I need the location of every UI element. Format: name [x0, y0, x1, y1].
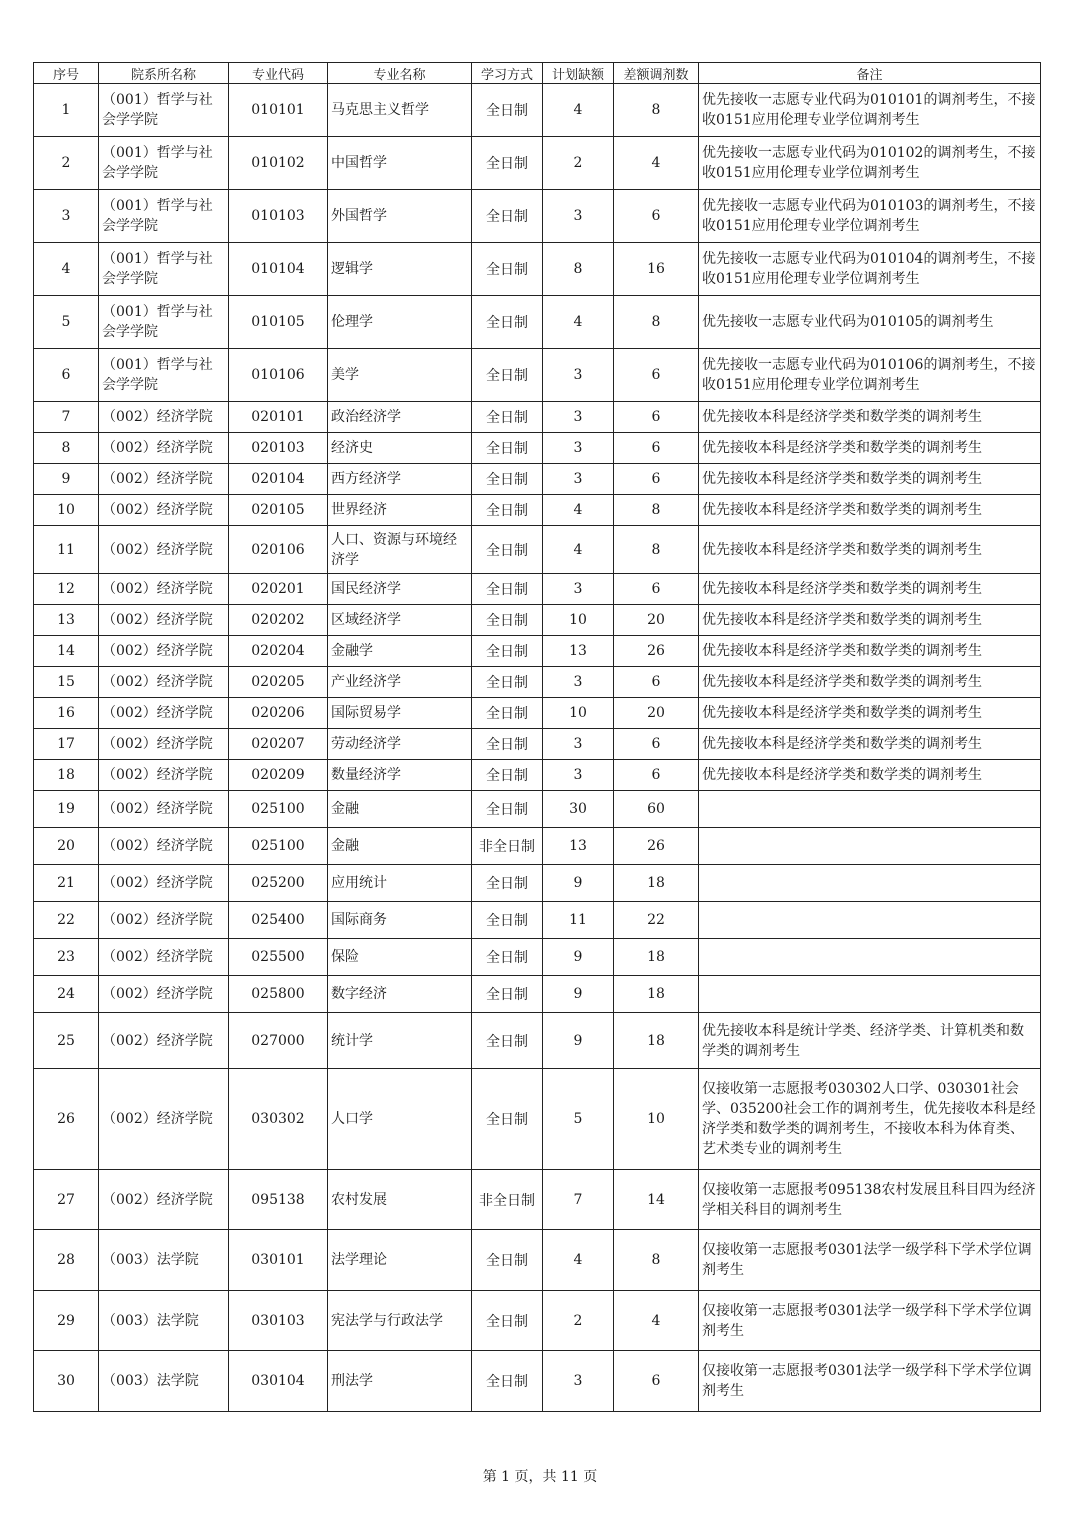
cell-name: 统计学 [328, 1013, 472, 1069]
cell-name: 经济史 [328, 433, 472, 464]
table-row [34, 828, 1041, 865]
cell-plan: 3 [543, 433, 614, 464]
cell-note: 优先接收本科是经济学类和数学类的调剂考生 [699, 760, 1041, 791]
cell-no: 9 [34, 464, 99, 495]
cell-no: 5 [34, 296, 99, 349]
cell-adjust: 6 [614, 349, 699, 402]
cell-name: 西方经济学 [328, 464, 472, 495]
cell-dept: （002）经济学院 [99, 667, 229, 698]
cell-name: 产业经济学 [328, 667, 472, 698]
cell-code: 020201 [229, 574, 328, 605]
cell-dept: （002）经济学院 [99, 828, 229, 865]
table-row [34, 433, 1041, 464]
table-row [34, 1291, 1041, 1351]
cell-mode: 全日制 [472, 698, 543, 729]
cell-adjust: 6 [614, 1351, 699, 1412]
cell-plan: 8 [543, 243, 614, 296]
cell-no: 26 [34, 1069, 99, 1170]
cell-no: 15 [34, 667, 99, 698]
cell-note: 优先接收一志愿专业代码为010104的调剂考生，不接收0151应用伦理专业学位调剂考生 [699, 243, 1041, 296]
cell-note: 优先接收本科是经济学类和数学类的调剂考生 [699, 526, 1041, 574]
table-row [34, 243, 1041, 296]
cell-no: 28 [34, 1230, 99, 1291]
cell-dept: （002）经济学院 [99, 939, 229, 976]
table-row [34, 636, 1041, 667]
table-row [34, 760, 1041, 791]
cell-dept: （002）经济学院 [99, 1170, 229, 1230]
cell-dept: （002）经济学院 [99, 865, 229, 902]
cell-plan: 3 [543, 402, 614, 433]
table-row [34, 495, 1041, 526]
cell-code: 030101 [229, 1230, 328, 1291]
cell-no: 25 [34, 1013, 99, 1069]
cell-note: 优先接收本科是经济学类和数学类的调剂考生 [699, 574, 1041, 605]
cell-adjust: 6 [614, 464, 699, 495]
cell-mode: 全日制 [472, 526, 543, 574]
cell-mode: 非全日制 [472, 828, 543, 865]
cell-mode: 全日制 [472, 402, 543, 433]
cell-name: 人口学 [328, 1069, 472, 1170]
cell-code: 020101 [229, 402, 328, 433]
cell-adjust: 14 [614, 1170, 699, 1230]
cell-plan: 4 [543, 495, 614, 526]
cell-no: 8 [34, 433, 99, 464]
cell-no: 4 [34, 243, 99, 296]
cell-mode: 全日制 [472, 137, 543, 190]
cell-code: 025500 [229, 939, 328, 976]
cell-no: 20 [34, 828, 99, 865]
cell-note: 优先接收本科是经济学类和数学类的调剂考生 [699, 402, 1041, 433]
cell-dept: （003）法学院 [99, 1230, 229, 1291]
cell-mode: 全日制 [472, 605, 543, 636]
cell-adjust: 6 [614, 760, 699, 791]
cell-plan: 3 [543, 190, 614, 243]
cell-name: 人口、资源与环境经济学 [328, 526, 472, 574]
cell-note: 优先接收本科是经济学类和数学类的调剂考生 [699, 464, 1041, 495]
cell-mode: 全日制 [472, 464, 543, 495]
cell-adjust: 8 [614, 1230, 699, 1291]
cell-note: 优先接收一志愿专业代码为010105的调剂考生 [699, 296, 1041, 349]
cell-mode: 全日制 [472, 574, 543, 605]
cell-name: 世界经济 [328, 495, 472, 526]
cell-note: 优先接收一志愿专业代码为010106的调剂考生，不接收0151应用伦理专业学位调剂考生 [699, 349, 1041, 402]
cell-no: 23 [34, 939, 99, 976]
cell-note [699, 902, 1041, 939]
cell-name: 美学 [328, 349, 472, 402]
cell-plan: 4 [543, 1230, 614, 1291]
cell-plan: 4 [543, 296, 614, 349]
cell-no: 16 [34, 698, 99, 729]
cell-no: 10 [34, 495, 99, 526]
cell-code: 095138 [229, 1170, 328, 1230]
cell-dept: （001）哲学与社会学学院 [99, 243, 229, 296]
cell-plan: 5 [543, 1069, 614, 1170]
cell-code: 020106 [229, 526, 328, 574]
cell-name: 区域经济学 [328, 605, 472, 636]
cell-code: 020202 [229, 605, 328, 636]
cell-dept: （002）经济学院 [99, 902, 229, 939]
cell-code: 020204 [229, 636, 328, 667]
cell-code: 010104 [229, 243, 328, 296]
cell-code: 020205 [229, 667, 328, 698]
cell-dept: （002）经济学院 [99, 574, 229, 605]
cell-plan: 4 [543, 84, 614, 137]
cell-note [699, 865, 1041, 902]
cell-code: 020105 [229, 495, 328, 526]
table-row [34, 1351, 1041, 1412]
cell-adjust: 8 [614, 296, 699, 349]
cell-plan: 10 [543, 698, 614, 729]
cell-plan: 2 [543, 1291, 614, 1351]
cell-mode: 全日制 [472, 190, 543, 243]
cell-dept: （003）法学院 [99, 1291, 229, 1351]
cell-code: 025800 [229, 976, 328, 1013]
cell-mode: 全日制 [472, 939, 543, 976]
cell-code: 020104 [229, 464, 328, 495]
table-row [34, 605, 1041, 636]
cell-adjust: 18 [614, 865, 699, 902]
cell-dept: （001）哲学与社会学学院 [99, 190, 229, 243]
cell-plan: 7 [543, 1170, 614, 1230]
cell-adjust: 4 [614, 1291, 699, 1351]
cell-mode: 非全日制 [472, 1170, 543, 1230]
header-mode: 学习方式 [472, 63, 543, 84]
cell-no: 21 [34, 865, 99, 902]
cell-note: 优先接收一志愿专业代码为010102的调剂考生，不接收0151应用伦理专业学位调剂考生 [699, 137, 1041, 190]
cell-note: 优先接收本科是统计学类、经济学类、计算机类和数学类的调剂考生 [699, 1013, 1041, 1069]
cell-adjust: 6 [614, 190, 699, 243]
cell-adjust: 6 [614, 574, 699, 605]
cell-adjust: 22 [614, 902, 699, 939]
cell-adjust: 26 [614, 828, 699, 865]
cell-code: 010101 [229, 84, 328, 137]
cell-plan: 9 [543, 865, 614, 902]
header-dept: 院系所名称 [99, 63, 229, 84]
cell-plan: 13 [543, 636, 614, 667]
cell-name: 政治经济学 [328, 402, 472, 433]
adjustment-table [33, 62, 1041, 1412]
cell-no: 17 [34, 729, 99, 760]
cell-dept: （002）经济学院 [99, 636, 229, 667]
cell-note [699, 791, 1041, 828]
cell-adjust: 18 [614, 976, 699, 1013]
cell-code: 010102 [229, 137, 328, 190]
cell-note: 仅接收第一志愿报考030302人口学、030301社会学、035200社会工作的调剂考生，优先接收本科是经济学类和数学类的调剂考生，不接收本科为体育类、艺术类专业的调剂考生 [699, 1069, 1041, 1170]
cell-note: 优先接收本科是经济学类和数学类的调剂考生 [699, 433, 1041, 464]
table-row [34, 865, 1041, 902]
cell-adjust: 26 [614, 636, 699, 667]
table-row [34, 190, 1041, 243]
cell-mode: 全日制 [472, 902, 543, 939]
cell-adjust: 20 [614, 605, 699, 636]
header-adjust: 差额调剂数 [614, 63, 699, 84]
cell-no: 24 [34, 976, 99, 1013]
cell-no: 11 [34, 526, 99, 574]
cell-code: 025100 [229, 828, 328, 865]
cell-plan: 30 [543, 791, 614, 828]
cell-no: 7 [34, 402, 99, 433]
cell-dept: （002）经济学院 [99, 433, 229, 464]
cell-note: 优先接收本科是经济学类和数学类的调剂考生 [699, 698, 1041, 729]
cell-mode: 全日制 [472, 243, 543, 296]
cell-name: 劳动经济学 [328, 729, 472, 760]
cell-name: 保险 [328, 939, 472, 976]
table-row [34, 902, 1041, 939]
cell-plan: 11 [543, 902, 614, 939]
cell-plan: 3 [543, 574, 614, 605]
cell-mode: 全日制 [472, 1069, 543, 1170]
cell-name: 国际商务 [328, 902, 472, 939]
cell-note: 仅接收第一志愿报考0301法学一级学科下学术学位调剂考生 [699, 1230, 1041, 1291]
cell-adjust: 20 [614, 698, 699, 729]
cell-name: 伦理学 [328, 296, 472, 349]
cell-name: 数字经济 [328, 976, 472, 1013]
cell-name: 农村发展 [328, 1170, 472, 1230]
table-row [34, 667, 1041, 698]
table-row [34, 1069, 1041, 1170]
cell-dept: （002）经济学院 [99, 729, 229, 760]
table-row [34, 698, 1041, 729]
cell-note: 仅接收第一志愿报考095138农村发展且科目四为经济学相关科目的调剂考生 [699, 1170, 1041, 1230]
table-row [34, 729, 1041, 760]
cell-name: 外国哲学 [328, 190, 472, 243]
cell-dept: （002）经济学院 [99, 526, 229, 574]
cell-note: 优先接收一志愿专业代码为010103的调剂考生，不接收0151应用伦理专业学位调剂考生 [699, 190, 1041, 243]
cell-name: 法学理论 [328, 1230, 472, 1291]
cell-adjust: 6 [614, 667, 699, 698]
cell-no: 12 [34, 574, 99, 605]
cell-name: 马克思主义哲学 [328, 84, 472, 137]
cell-plan: 9 [543, 1013, 614, 1069]
cell-plan: 3 [543, 1351, 614, 1412]
cell-code: 025400 [229, 902, 328, 939]
cell-dept: （001）哲学与社会学学院 [99, 349, 229, 402]
cell-note: 优先接收本科是经济学类和数学类的调剂考生 [699, 667, 1041, 698]
cell-no: 27 [34, 1170, 99, 1230]
cell-mode: 全日制 [472, 667, 543, 698]
cell-mode: 全日制 [472, 976, 543, 1013]
cell-mode: 全日制 [472, 84, 543, 137]
cell-dept: （002）经济学院 [99, 495, 229, 526]
cell-code: 010106 [229, 349, 328, 402]
cell-dept: （002）经济学院 [99, 698, 229, 729]
cell-adjust: 8 [614, 84, 699, 137]
cell-note [699, 976, 1041, 1013]
cell-dept: （001）哲学与社会学学院 [99, 296, 229, 349]
cell-code: 025100 [229, 791, 328, 828]
cell-code: 020103 [229, 433, 328, 464]
table-header-row [34, 63, 1041, 84]
cell-dept: （003）法学院 [99, 1351, 229, 1412]
cell-adjust: 8 [614, 495, 699, 526]
cell-plan: 9 [543, 976, 614, 1013]
table-row [34, 791, 1041, 828]
cell-adjust: 8 [614, 526, 699, 574]
cell-note: 优先接收本科是经济学类和数学类的调剂考生 [699, 729, 1041, 760]
cell-no: 1 [34, 84, 99, 137]
header-name: 专业名称 [328, 63, 472, 84]
cell-no: 2 [34, 137, 99, 190]
cell-code: 025200 [229, 865, 328, 902]
cell-mode: 全日制 [472, 495, 543, 526]
cell-adjust: 60 [614, 791, 699, 828]
cell-dept: （002）经济学院 [99, 1013, 229, 1069]
cell-plan: 10 [543, 605, 614, 636]
cell-mode: 全日制 [472, 1230, 543, 1291]
cell-no: 29 [34, 1291, 99, 1351]
cell-adjust: 6 [614, 402, 699, 433]
cell-dept: （002）经济学院 [99, 605, 229, 636]
cell-dept: （002）经济学院 [99, 402, 229, 433]
cell-plan: 13 [543, 828, 614, 865]
cell-note [699, 939, 1041, 976]
cell-dept: （001）哲学与社会学学院 [99, 84, 229, 137]
cell-adjust: 10 [614, 1069, 699, 1170]
cell-name: 金融 [328, 828, 472, 865]
cell-mode: 全日制 [472, 1351, 543, 1412]
cell-no: 14 [34, 636, 99, 667]
cell-no: 13 [34, 605, 99, 636]
cell-name: 金融 [328, 791, 472, 828]
cell-note [699, 828, 1041, 865]
header-note: 备注 [699, 63, 1041, 84]
cell-plan: 2 [543, 137, 614, 190]
table-row [34, 84, 1041, 137]
cell-adjust: 6 [614, 433, 699, 464]
cell-code: 020209 [229, 760, 328, 791]
cell-plan: 3 [543, 729, 614, 760]
cell-mode: 全日制 [472, 349, 543, 402]
table-row [34, 1170, 1041, 1230]
cell-mode: 全日制 [472, 296, 543, 349]
cell-adjust: 4 [614, 137, 699, 190]
header-plan: 计划缺额 [543, 63, 614, 84]
cell-name: 逻辑学 [328, 243, 472, 296]
table-row [34, 1013, 1041, 1069]
cell-plan: 3 [543, 667, 614, 698]
cell-plan: 9 [543, 939, 614, 976]
cell-name: 国际贸易学 [328, 698, 472, 729]
cell-note: 仅接收第一志愿报考0301法学一级学科下学术学位调剂考生 [699, 1291, 1041, 1351]
table-row [34, 574, 1041, 605]
cell-mode: 全日制 [472, 1013, 543, 1069]
cell-note: 优先接收本科是经济学类和数学类的调剂考生 [699, 605, 1041, 636]
table-row [34, 349, 1041, 402]
cell-note: 优先接收本科是经济学类和数学类的调剂考生 [699, 495, 1041, 526]
cell-code: 010103 [229, 190, 328, 243]
cell-mode: 全日制 [472, 865, 543, 902]
table-row [34, 464, 1041, 495]
cell-mode: 全日制 [472, 1291, 543, 1351]
cell-mode: 全日制 [472, 433, 543, 464]
cell-adjust: 18 [614, 939, 699, 976]
cell-plan: 3 [543, 349, 614, 402]
cell-code: 020207 [229, 729, 328, 760]
cell-name: 数量经济学 [328, 760, 472, 791]
cell-code: 010105 [229, 296, 328, 349]
table-row [34, 939, 1041, 976]
page-footer: 第 1 页，共 11 页 [482, 1469, 598, 1485]
cell-note: 优先接收一志愿专业代码为010101的调剂考生，不接收0151应用伦理专业学位调剂考生 [699, 84, 1041, 137]
cell-code: 030302 [229, 1069, 328, 1170]
cell-dept: （002）经济学院 [99, 1069, 229, 1170]
cell-no: 19 [34, 791, 99, 828]
cell-adjust: 18 [614, 1013, 699, 1069]
table-row [34, 137, 1041, 190]
cell-no: 3 [34, 190, 99, 243]
cell-mode: 全日制 [472, 729, 543, 760]
cell-dept: （002）经济学院 [99, 760, 229, 791]
cell-code: 030103 [229, 1291, 328, 1351]
cell-note: 仅接收第一志愿报考0301法学一级学科下学术学位调剂考生 [699, 1351, 1041, 1412]
cell-no: 30 [34, 1351, 99, 1412]
cell-no: 18 [34, 760, 99, 791]
cell-dept: （002）经济学院 [99, 976, 229, 1013]
table-row [34, 976, 1041, 1013]
cell-code: 020206 [229, 698, 328, 729]
cell-plan: 4 [543, 526, 614, 574]
cell-no: 22 [34, 902, 99, 939]
cell-dept: （001）哲学与社会学学院 [99, 137, 229, 190]
table-row [34, 402, 1041, 433]
cell-code: 027000 [229, 1013, 328, 1069]
cell-mode: 全日制 [472, 760, 543, 791]
header-no: 序号 [34, 63, 99, 84]
cell-adjust: 6 [614, 729, 699, 760]
cell-name: 宪法学与行政法学 [328, 1291, 472, 1351]
cell-mode: 全日制 [472, 636, 543, 667]
table-row [34, 1230, 1041, 1291]
cell-code: 030104 [229, 1351, 328, 1412]
cell-dept: （002）经济学院 [99, 464, 229, 495]
cell-note: 优先接收本科是经济学类和数学类的调剂考生 [699, 636, 1041, 667]
cell-mode: 全日制 [472, 791, 543, 828]
cell-no: 6 [34, 349, 99, 402]
cell-name: 中国哲学 [328, 137, 472, 190]
cell-plan: 3 [543, 464, 614, 495]
cell-name: 应用统计 [328, 865, 472, 902]
cell-dept: （002）经济学院 [99, 791, 229, 828]
table-row [34, 296, 1041, 349]
cell-plan: 3 [543, 760, 614, 791]
table-row [34, 526, 1041, 574]
cell-adjust: 16 [614, 243, 699, 296]
cell-name: 国民经济学 [328, 574, 472, 605]
cell-name: 金融学 [328, 636, 472, 667]
header-code: 专业代码 [229, 63, 328, 84]
cell-name: 刑法学 [328, 1351, 472, 1412]
